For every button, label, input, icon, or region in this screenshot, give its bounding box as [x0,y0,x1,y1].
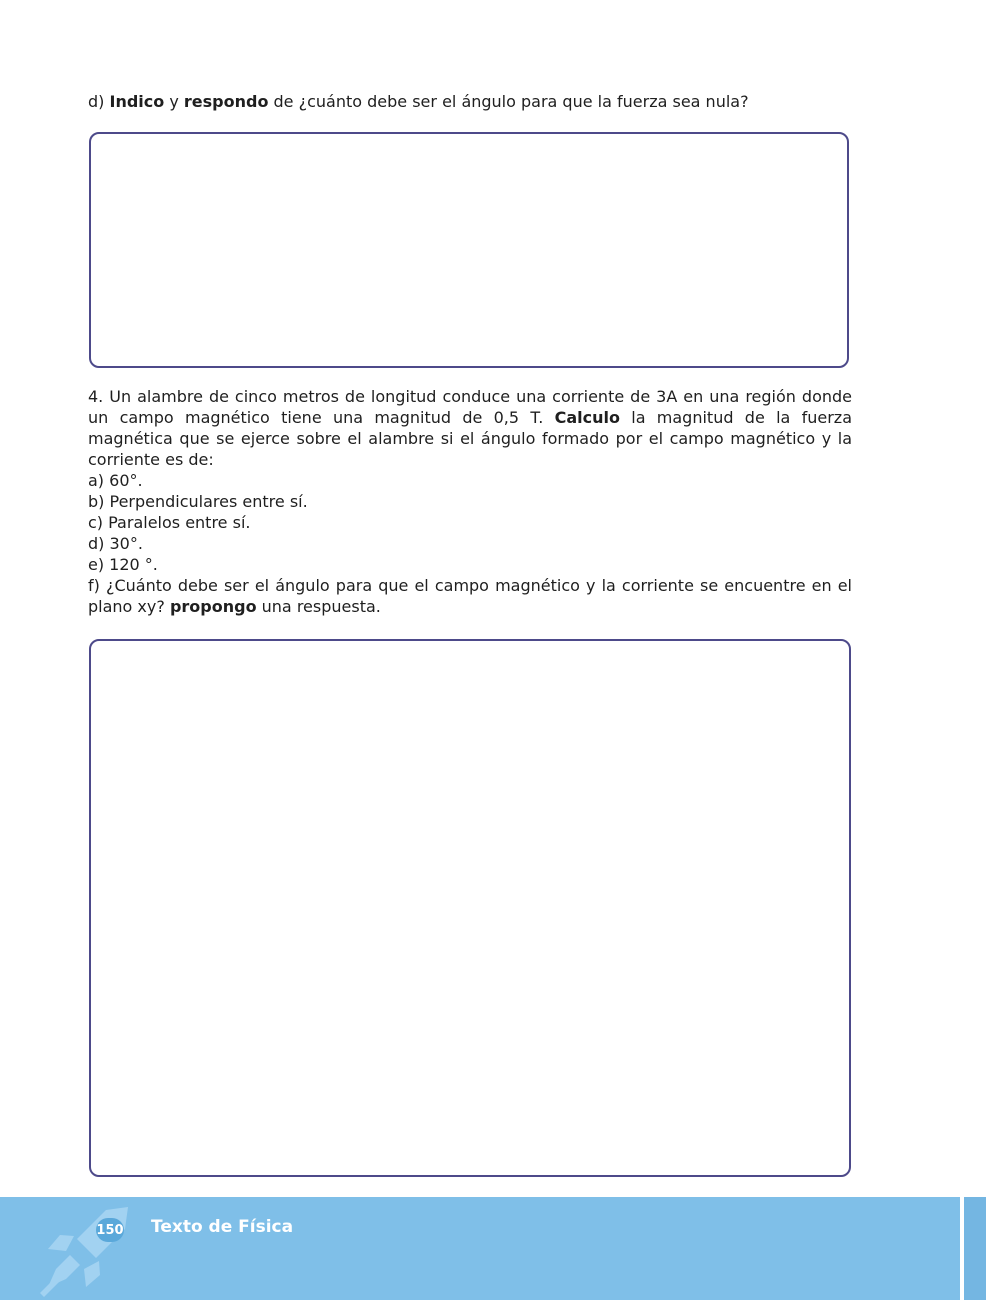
question-d-verb-respondo: respondo [183,92,269,111]
option-a: a) 60°. [88,471,143,490]
problem-4-text-part2: la magnitud de la fuerza magnética que se ejerce sobre el alambre si el ángulo formado por el campo magnético y la corriente es de: [88,408,853,469]
question-d-verb-indico: Indico [109,92,165,111]
option-d: d) 30°. [88,534,143,553]
answer-box-problem-4[interactable] [89,639,851,1177]
option-c: c) Paralelos entre sí. [88,513,251,532]
rocket-icon [36,1205,136,1300]
problem-4-options [88,470,852,617]
answer-box-question-d[interactable] [89,132,849,368]
question-d [88,91,852,112]
page-number-badge: 150 [96,1218,124,1242]
footer-book-title: Texto de Física [151,1217,294,1237]
question-d-text: de ¿cuánto debe ser el ángulo para que la fuerza sea nula? [268,92,749,111]
problem-4-text-part1: 4. Un alambre de cinco metros de longitud conduce una corriente de 3A en una región donde un campo magnético tiene una magnitud de 0,5 T. [88,387,852,427]
question-d-prefix: d) [88,92,110,111]
option-e: e) 120 °. [88,555,158,574]
option-f-text-part2: una respuesta. [256,597,381,616]
option-b: b) Perpendiculares entre sí. [88,492,308,511]
question-d-connector: y [164,92,184,111]
page-footer [0,1197,986,1300]
option-f-verb-propongo: propongo [169,597,257,616]
problem-4-verb-calculo: Calculo [554,408,620,427]
option-f [88,575,852,617]
option-f-text-part1: f) ¿Cuánto debe ser el ángulo para que el campo magnético y la corriente se encuentre en el plano xy? [88,576,852,616]
footer-edge-strip [960,1197,986,1300]
problem-4-statement [88,386,852,470]
